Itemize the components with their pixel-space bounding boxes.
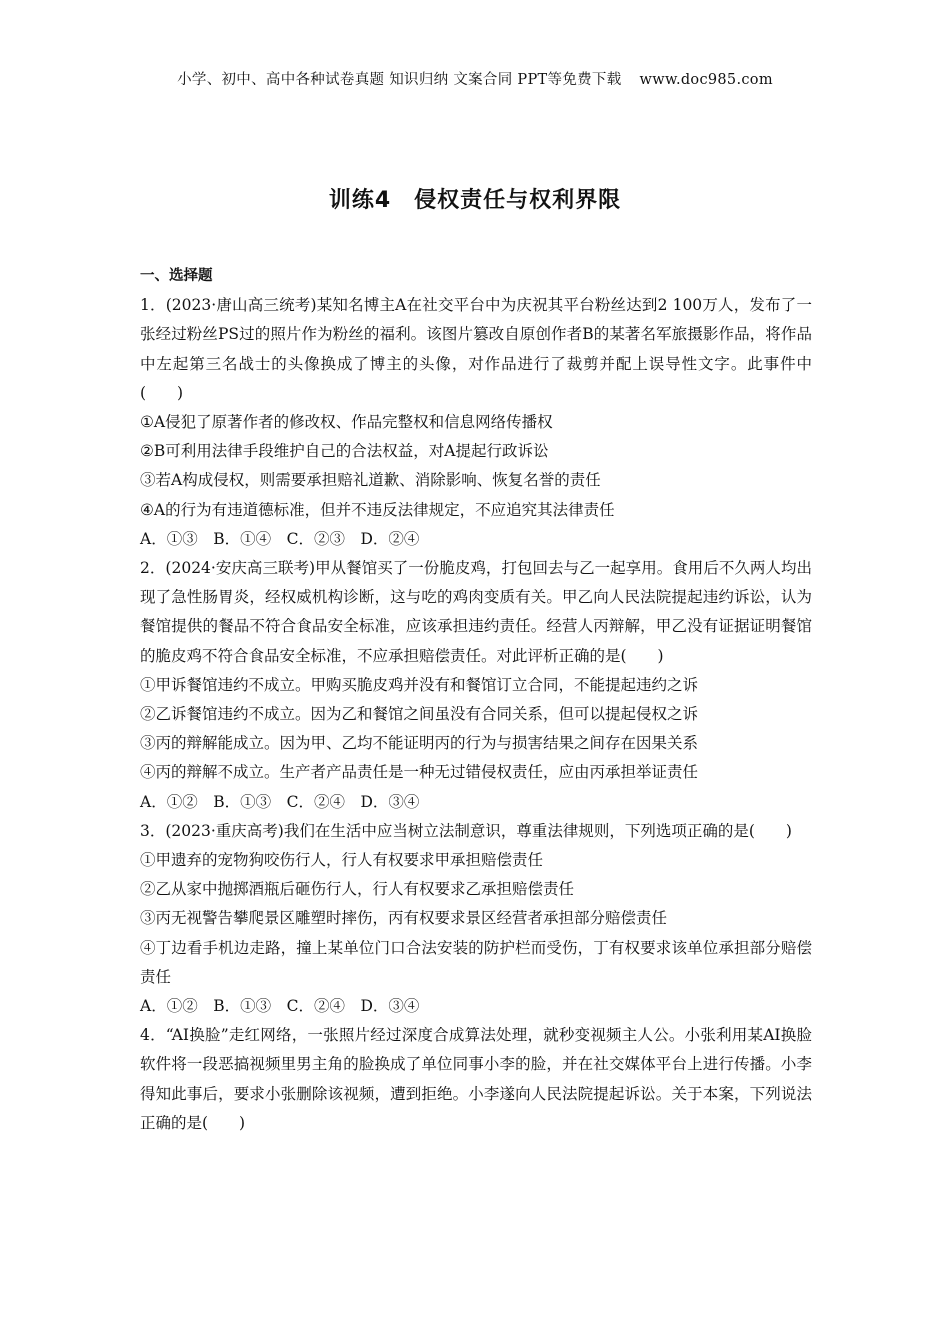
question-stem: 1．(2023·唐山高三统考)某知名博主A在社交平台中为庆祝其平台粉丝达到2 100万人，发布了一张经过粉丝PS过的照片作为粉丝的福利。该图片篡改自原创作者B的某著名军旅摄影作品，将作品中左起第三名战士的头像换成了博主的头像，对作品进行了裁剪并配上误导性文字。此事件中( ) [140,296,812,402]
option: ①甲遗弃的宠物狗咬伤行人，行人有权要求甲承担赔偿责任 [140,851,544,870]
question-3 [140,817,812,1021]
option: ④丙的辩解不成立。生产者产品责任是一种无过错侵权责任，应由丙承担举证责任 [140,763,699,782]
answer-choices: A．①③ B．①④ C．②③ D．②④ [140,529,420,548]
question-stem: 3．(2023·重庆高考)我们在生活中应当树立法制意识，尊重法律规则，下列选项正确的是( ) [140,821,792,840]
option: ④丁边看手机边走路，撞上某单位门口合法安装的防护栏而受伤，丁有权要求该单位承担部分赔偿责任 [140,938,812,986]
question-stem: 4．“AI换脸”走红网络，一张照片经过深度合成算法处理，就秒变视频主人公。小张利用某AI换脸软件将一段恶搞视频里男主角的脸换成了单位同事小李的脸，并在社交媒体平台上进行传播。小李得知此事后，要求小张删除该视频，遭到拒绝。小李遂向人民法院提起诉讼。关于本案，下列说法正确的是( ) [140,1026,812,1132]
page-header [0,68,950,89]
option: ①A侵犯了原著作者的修改权、作品完整权和信息网络传播权 [140,413,553,432]
option: ③丙无视警告攀爬景区雕塑时摔伤，丙有权要求景区经营者承担部分赔偿责任 [140,909,668,928]
question-2 [140,554,812,817]
question-1 [140,291,812,554]
option: ②乙从家中抛掷酒瓶后砸伤行人，行人有权要求乙承担赔偿责任 [140,880,575,899]
option: ②乙诉餐馆违约不成立。因为乙和餐馆之间虽没有合同关系，但可以提起侵权之诉 [140,705,699,724]
page-title: 训练4 侵权责任与权利界限 [328,188,622,213]
header-text: 小学、初中、高中各种试卷真题 知识归纳 文案合同 PPT等免费下载 [177,72,622,88]
option: ③丙的辩解能成立。因为甲、乙均不能证明丙的行为与损害结果之间存在因果关系 [140,734,699,753]
section-heading: 一、选择题 [140,268,213,284]
question-stem: 2．(2024·安庆高三联考)甲从餐馆买了一份脆皮鸡，打包回去与乙一起享用。食用后不久两人均出现了急性肠胃炎，经权威机构诊断，这与吃的鸡肉变质有关。甲乙向人民法院提起违约诉讼，认为餐馆提供的餐品不符合食品安全标准，应该承担违约责任。经营人丙辩解，甲乙没有证据证明餐馆的脆皮鸡不符合食品安全标准，不应承担赔偿责任。对此评析正确的是( ) [140,559,812,665]
option: ①甲诉餐馆违约不成立。甲购买脆皮鸡并没有和餐馆订立合同，不能提起违约之诉 [140,675,699,694]
question-4 [140,1021,812,1138]
answer-choices: A．①② B．①③ C．②④ D．③④ [140,792,420,811]
option: ②B可利用法律手段维护自己的合法权益，对A提起行政诉讼 [140,442,549,461]
document-body [140,262,812,1138]
header-site: www.doc985.com [639,72,773,88]
option: ④A的行为有违道德标准，但并不违反法律规定，不应追究其法律责任 [140,500,615,519]
option: ③若A构成侵权，则需要承担赔礼道歉、消除影响、恢复名誉的责任 [140,471,601,490]
answer-choices: A．①② B．①③ C．②④ D．③④ [140,997,420,1016]
